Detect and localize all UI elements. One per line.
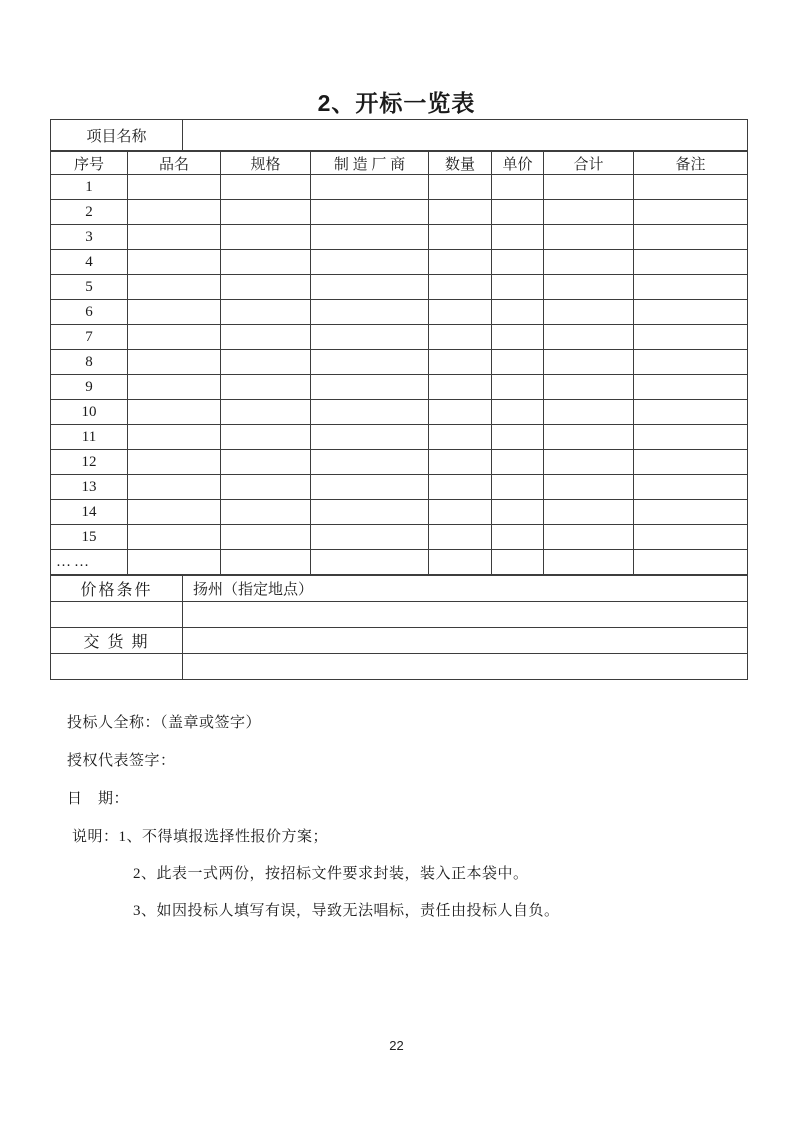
empty-cell [221,375,311,400]
row-number-cell: 9 [51,375,128,400]
row-number-cell: 10 [51,400,128,425]
empty-cell [544,225,634,250]
row-number-cell: 12 [51,450,128,475]
empty-cell [492,325,544,350]
row-number-cell: 4 [51,250,128,275]
empty-cell [429,200,492,225]
empty-cell [492,375,544,400]
empty-cell [634,225,748,250]
table-row [51,250,748,275]
empty-cell [221,175,311,200]
empty-cell [311,525,429,550]
empty-cell [492,250,544,275]
note-item: 2、此表一式两份，按招标文件要求封装，装入正本袋中。 [133,866,529,882]
page-number: 22 [389,1038,404,1053]
empty-cell [311,250,429,275]
row-number-cell: 13 [51,475,128,500]
empty-cell [311,400,429,425]
note-item: 3、如因投标人填写有误，导致无法唱标，责任由投标人自负。 [133,903,560,919]
empty-cell [429,525,492,550]
row-number-cell: 5 [51,275,128,300]
terms-table [50,575,748,680]
bid-table [50,119,747,680]
bid-items-table [50,151,748,575]
empty-cell [429,175,492,200]
empty-cell [221,475,311,500]
empty-cell [128,300,221,325]
empty-cell [429,375,492,400]
table-row [51,450,748,475]
footer-value [183,628,748,654]
empty-cell [128,475,221,500]
row-number-cell: …… [51,550,128,575]
empty-cell [429,300,492,325]
row-number-cell: 15 [51,525,128,550]
empty-cell [128,425,221,450]
footer-label: 价格条件 [51,576,183,602]
empty-cell [128,400,221,425]
empty-cell [544,175,634,200]
empty-cell [544,250,634,275]
table-row [51,325,748,350]
row-number-cell: 8 [51,350,128,375]
empty-cell [221,325,311,350]
empty-cell [492,425,544,450]
empty-cell [544,425,634,450]
column-header: 数量 [429,152,492,175]
bidder-name-line: 投标人全称：（盖章或签字） [67,715,262,731]
empty-cell [429,475,492,500]
empty-cell [634,375,748,400]
empty-cell [634,500,748,525]
empty-cell [128,250,221,275]
empty-cell [221,200,311,225]
column-header: 序号 [51,152,128,175]
footer-row [51,576,748,602]
empty-cell [544,550,634,575]
footer-table-body [51,576,748,680]
empty-cell [429,250,492,275]
table-row [51,275,748,300]
empty-cell [311,225,429,250]
empty-cell [311,475,429,500]
row-number-cell: 14 [51,500,128,525]
footer-value [183,602,748,628]
empty-cell [492,275,544,300]
table-row [51,550,748,575]
empty-cell [128,450,221,475]
table-row [51,375,748,400]
empty-cell [544,375,634,400]
empty-cell [634,400,748,425]
column-header: 制 造 厂 商 [311,152,429,175]
empty-cell [221,550,311,575]
empty-cell [544,200,634,225]
empty-cell [128,550,221,575]
empty-cell [311,550,429,575]
empty-cell [221,350,311,375]
empty-cell [128,275,221,300]
empty-cell [544,300,634,325]
footer-label [51,654,183,680]
empty-cell [544,475,634,500]
footer-row [51,628,748,654]
table-row [51,200,748,225]
empty-cell [634,275,748,300]
empty-cell [492,550,544,575]
empty-cell [429,550,492,575]
empty-cell [311,325,429,350]
row-number-cell: 7 [51,325,128,350]
page-title: 2、开标一览表 [317,90,476,116]
empty-cell [544,450,634,475]
project-name-row [51,120,748,151]
row-number-cell: 3 [51,225,128,250]
empty-cell [544,325,634,350]
empty-cell [128,200,221,225]
empty-cell [634,450,748,475]
empty-cell [311,500,429,525]
empty-cell [634,250,748,275]
column-header-row [51,152,748,175]
empty-cell [634,475,748,500]
empty-cell [544,400,634,425]
empty-cell [492,500,544,525]
empty-cell [221,400,311,425]
empty-cell [492,475,544,500]
empty-cell [634,550,748,575]
empty-cell [429,450,492,475]
empty-cell [128,350,221,375]
empty-cell [492,200,544,225]
empty-cell [634,200,748,225]
notes-block [72,826,560,937]
empty-cell [311,300,429,325]
empty-cell [311,425,429,450]
empty-cell [128,525,221,550]
row-number-cell: 1 [51,175,128,200]
project-name-value [183,120,748,151]
empty-cell [128,175,221,200]
row-number-cell: 11 [51,425,128,450]
empty-cell [221,300,311,325]
empty-cell [544,525,634,550]
empty-cell [221,225,311,250]
empty-cell [429,325,492,350]
date-line: 日 期： [67,791,130,807]
empty-cell [492,300,544,325]
empty-cell [429,425,492,450]
table-row [51,300,748,325]
empty-cell [544,500,634,525]
empty-cell [311,375,429,400]
column-header: 备注 [634,152,748,175]
empty-cell [128,375,221,400]
row-number-cell: 6 [51,300,128,325]
empty-cell [221,450,311,475]
empty-cell [429,500,492,525]
footer-value [183,654,748,680]
column-header: 单价 [492,152,544,175]
empty-cell [311,450,429,475]
empty-cell [492,450,544,475]
empty-cell [311,200,429,225]
table-row [51,475,748,500]
empty-cell [429,400,492,425]
empty-cell [544,350,634,375]
empty-cell [311,275,429,300]
empty-cell [634,175,748,200]
empty-cell [128,500,221,525]
empty-cell [492,525,544,550]
row-number-cell: 2 [51,200,128,225]
empty-cell [492,175,544,200]
empty-cell [221,500,311,525]
footer-value: 扬州（指定地点） [183,576,748,602]
table-row [51,175,748,200]
empty-cell [634,525,748,550]
empty-cell [429,275,492,300]
table-row [51,425,748,450]
empty-cell [311,175,429,200]
empty-cell [492,225,544,250]
empty-cell [544,275,634,300]
table-row [51,400,748,425]
table-row [51,225,748,250]
empty-cell [128,225,221,250]
empty-cell [634,350,748,375]
signature-block [67,712,261,826]
footer-label [51,602,183,628]
empty-cell [429,350,492,375]
empty-cell [492,350,544,375]
authorized-signature-line: 授权代表签字： [67,753,176,769]
note-line-1 [72,826,560,848]
empty-cell [221,525,311,550]
empty-cell [221,250,311,275]
empty-cell [221,425,311,450]
empty-cell [492,400,544,425]
notes-prefix: 说明： [72,829,119,845]
table-row [51,350,748,375]
project-name-label: 项目名称 [51,120,183,151]
empty-cell [128,325,221,350]
column-header: 品名 [128,152,221,175]
table-row [51,525,748,550]
empty-cell [429,225,492,250]
empty-cell [634,425,748,450]
project-name-table [50,119,748,151]
footer-row [51,602,748,628]
bid-table-body [51,152,748,575]
column-header: 合计 [544,152,634,175]
empty-cell [634,300,748,325]
footer-label: 交 货 期 [51,628,183,654]
note-item: 1、不得填报选择性报价方案； [118,829,329,845]
empty-cell [221,275,311,300]
empty-cell [634,325,748,350]
table-row [51,500,748,525]
footer-row [51,654,748,680]
column-header: 规格 [221,152,311,175]
empty-cell [311,350,429,375]
